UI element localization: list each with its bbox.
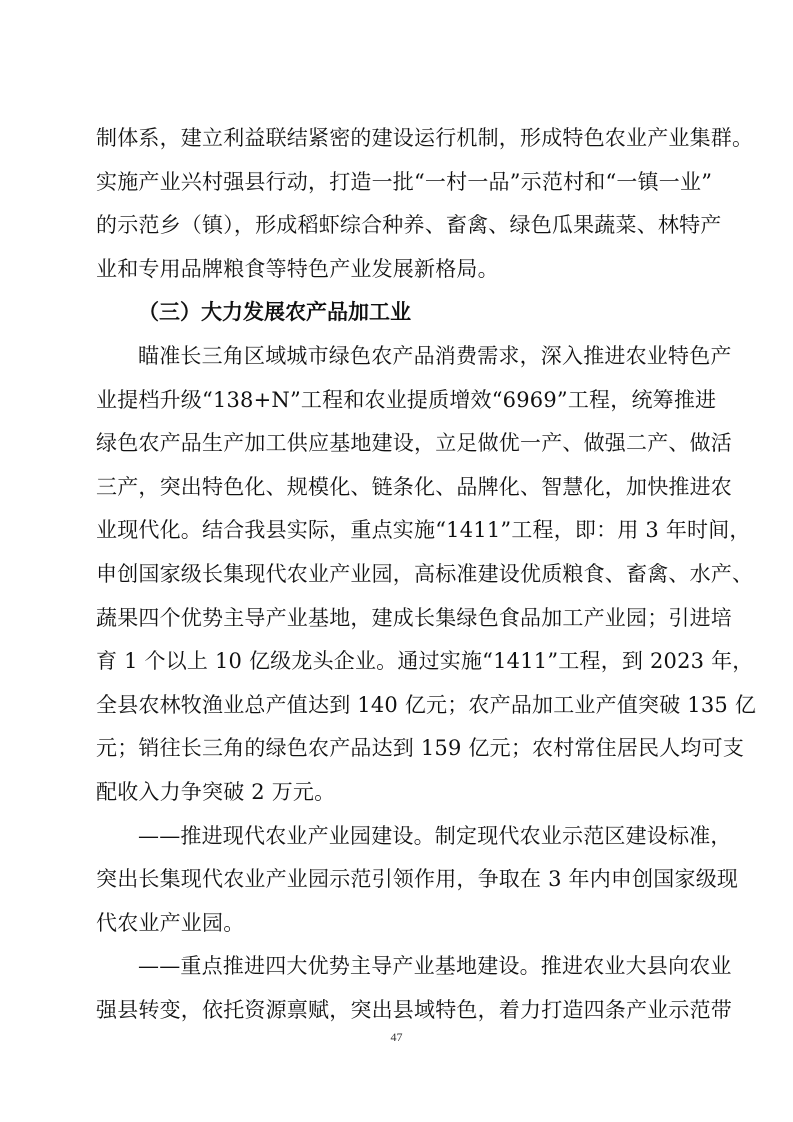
paragraph-2-line-9: 全县农林牧渔业总产值达到 140 亿元；农产品加工业产值突破 135 亿 [96, 693, 757, 717]
paragraph-4-line-2: 强县转变，依托资源禀赋，突出县域特色，着力打造四条产业示范带 [96, 998, 732, 1022]
paragraph-1-line-4: 业和专用品牌粮食等特色产业发展新格局。 [96, 257, 499, 281]
paragraph-1-line-1: 制体系，建立利益联结紧密的建设运行机制，形成特色农业产业集群。 [96, 126, 754, 150]
paragraph-1-line-3: 的示范乡（镇），形成稻虾综合种养、畜禽、绿色瓜果蔬菜、林特产 [96, 213, 722, 237]
section-heading: （三）大力发展农产品加工业 [138, 300, 411, 324]
paragraph-3-line-1: ——推进现代农业产业园建设。制定现代农业示范区建设标准， [138, 824, 732, 848]
paragraph-4-line-1: ——重点推进四大优势主导产业基地建设。推进农业大县向农业 [138, 954, 732, 978]
paragraph-2-line-11: 配收入力争突破 2 万元。 [96, 780, 336, 804]
paragraph-2-line-10: 元；销往长三角的绿色农产品达到 159 亿元；农村常住居民人均可支 [96, 736, 745, 760]
paragraph-2-line-1: 瞄准长三角区域城市绿色农产品消费需求，深入推进农业特色产 [138, 344, 732, 368]
paragraph-2-line-3: 绿色农产品生产加工供应基地建设，立足做优一产、做强二产、做活 [96, 431, 732, 455]
paragraph-2-line-8: 育 1 个以上 10 亿级龙头企业。通过实施“1411”工程，到 2023 年， [96, 649, 754, 673]
paragraph-3-line-2: 突出长集现代农业产业园示范引领作用，争取在 3 年内申创国家级现 [96, 867, 739, 891]
paragraph-2-line-7: 蔬果四个优势主导产业基地，建成长集绿色食品加工产业园；引进培 [96, 606, 732, 630]
paragraph-3-line-3: 代农业产业园。 [96, 911, 245, 935]
paragraph-2-line-2: 业提档升级“138+N”工程和农业提质增效“6969”工程，统筹推进 [96, 388, 717, 412]
paragraph-1-line-2: 实施产业兴村强县行动，打造一批“一村一品”示范村和“一镇一业” [96, 170, 713, 194]
paragraph-2-line-6: 申创国家级长集现代农业产业园，高标准建设优质粮食、畜禽、水产、 [96, 562, 754, 586]
page-number: 47 [390, 1030, 403, 1044]
paragraph-2-line-4: 三产，突出特色化、规模化、链条化、品牌化、智慧化，加快推进农 [96, 475, 732, 499]
paragraph-2-line-5: 业现代化。结合我县实际，重点实施“1411”工程，即：用 3 年时间， [96, 518, 751, 542]
